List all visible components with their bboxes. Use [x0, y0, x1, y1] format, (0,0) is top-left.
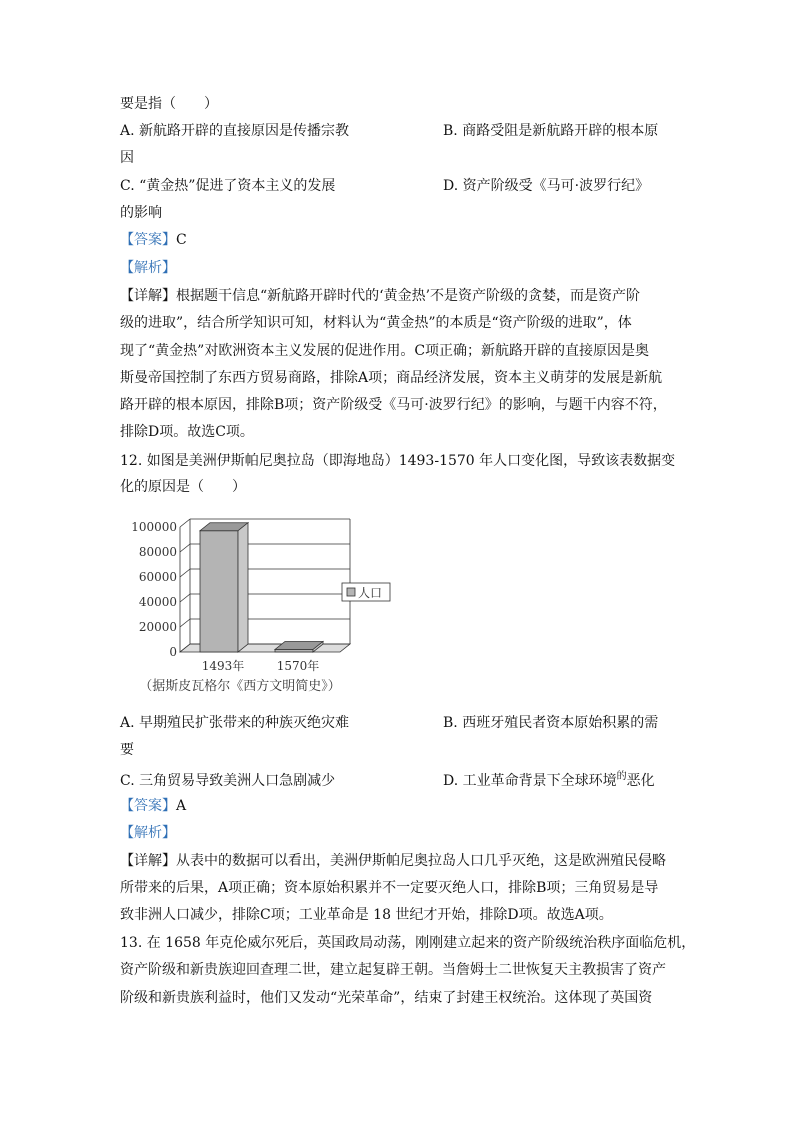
y-tick-label: 100000 — [131, 520, 177, 534]
q11-detail-line: 【详解】根据题干信息“新航路开辟时代的‘黄金热’不是资产阶级的贪婪，而是资产阶 — [120, 288, 641, 304]
answer-value: A — [176, 798, 187, 814]
q11-detail-line: 排除D项。故选C项。 — [120, 424, 254, 440]
y-tick-label: 20000 — [138, 620, 177, 634]
y-tick-label: 60000 — [138, 570, 177, 584]
x-tick-label: 1570年 — [276, 659, 320, 673]
q11-analysis-label: 【解析】 — [120, 260, 176, 276]
q11-detail-line: 级的进取”，结合所学知识可知，材料认为“黄金热”的本质是“资产阶级的进取”，体 — [120, 315, 632, 331]
q11-option-a-cont: 因 — [120, 150, 134, 166]
q11-detail-line: 现了“黄金热”对欧洲资本主义发展的促进作用。C项正确；新航路开辟的直接原因是奥 — [120, 343, 650, 359]
q13-stem-line: 13. 在 1658 年克伦威尔死后，英国政局动荡，刚刚建立起来的资产阶级统治秩序面临危机， — [120, 935, 696, 951]
gridline-diagonal — [180, 544, 190, 552]
x-tick-label: 1493年 — [201, 659, 245, 673]
q11-option-d-cont: 的影响 — [120, 205, 162, 221]
q11-answer — [120, 230, 187, 250]
q11-option-c: C. “黄金热”促进了资本主义的发展 — [120, 178, 336, 194]
q12-detail-line: 致非洲人口减少，排除C项；工业革命是 18 世纪才开始，排除D项。故选A项。 — [120, 907, 613, 923]
q13-stem-line: 资产阶级和新贵族迎回查理二世，建立起复辟王朝。当詹姆士二世恢复天主教损害了资产 — [120, 962, 666, 978]
q11-option-b: B. 商路受阻是新航路开辟的根本原 — [443, 123, 659, 139]
option-d-text-end: 恶化 — [626, 773, 655, 789]
gridline-diagonal — [180, 519, 190, 527]
q11-detail-line: 路开辟的根本原因，排除B项；资产阶级受《马可·波罗行纪》的影响，与题干内容不符， — [120, 397, 667, 413]
gridline-diagonal — [180, 569, 190, 577]
bar — [200, 531, 238, 652]
q11-stem-tail: 要是指（ ） — [120, 96, 218, 112]
q11-option-d: D. 资产阶级受《马可·波罗行纪》 — [443, 178, 650, 194]
q12-option-d — [443, 771, 655, 793]
y-tick-label: 0 — [169, 645, 177, 659]
q12-analysis-label: 【解析】 — [120, 825, 176, 841]
answer-label: 【答案】 — [120, 798, 176, 814]
option-d-text: D. 工业革命背景下全球环境 — [443, 773, 617, 789]
y-tick-label: 40000 — [138, 595, 177, 609]
q12-stem-line: 12. 如图是美洲伊斯帕尼奥拉岛（即海地岛）1493-1570 年人口变化图，导致该表数据变 — [120, 453, 676, 469]
answer-label: 【答案】 — [120, 232, 176, 248]
option-d-sup: 的 — [616, 771, 627, 782]
q11-detail-line: 斯曼帝国控制了东西方贸易商路，排除A项；商品经济发展，资本主义萌芽的发展是新航 — [120, 370, 663, 386]
gridline-diagonal — [180, 594, 190, 602]
q13-stem-line: 阶级和新贵族利益时，他们又发动“光荣革命”，结束了封建王权统治。这体现了英国资 — [120, 990, 653, 1006]
y-tick-label: 80000 — [138, 545, 177, 559]
bar-side — [238, 523, 248, 652]
chart-caption: （据斯皮瓦格尔《西方文明简史》） — [139, 679, 341, 694]
q11-option-a: A. 新航路开辟的直接原因是传播宗教 — [120, 123, 350, 139]
legend-swatch — [347, 588, 355, 596]
q12-option-c: C. 三角贸易导致美洲人口急剧减少 — [120, 773, 336, 789]
legend-label: 人口 — [358, 586, 383, 600]
q12-option-b-cont: 要 — [120, 742, 134, 758]
q12-answer — [120, 796, 186, 816]
q12-option-a: A. 早期殖民扩张带来的种族灭绝灾难 — [120, 715, 350, 731]
q12-detail-line: 【详解】从表中的数据可以看出，美洲伊斯帕尼奥拉岛人口几乎灭绝，这是欧洲殖民侵略 — [120, 853, 666, 869]
gridline-diagonal — [180, 619, 190, 627]
q12-option-b: B. 西班牙殖民者资本原始积累的需 — [443, 715, 659, 731]
q12-detail-line: 所带来的后果，A项正确；资本原始积累并不一定要灭绝人口，排除B项；三角贸易是导 — [120, 880, 659, 896]
answer-value: C — [176, 232, 187, 248]
q12-stem-line: 化的原因是（ ） — [120, 479, 246, 495]
population-chart — [120, 510, 410, 695]
